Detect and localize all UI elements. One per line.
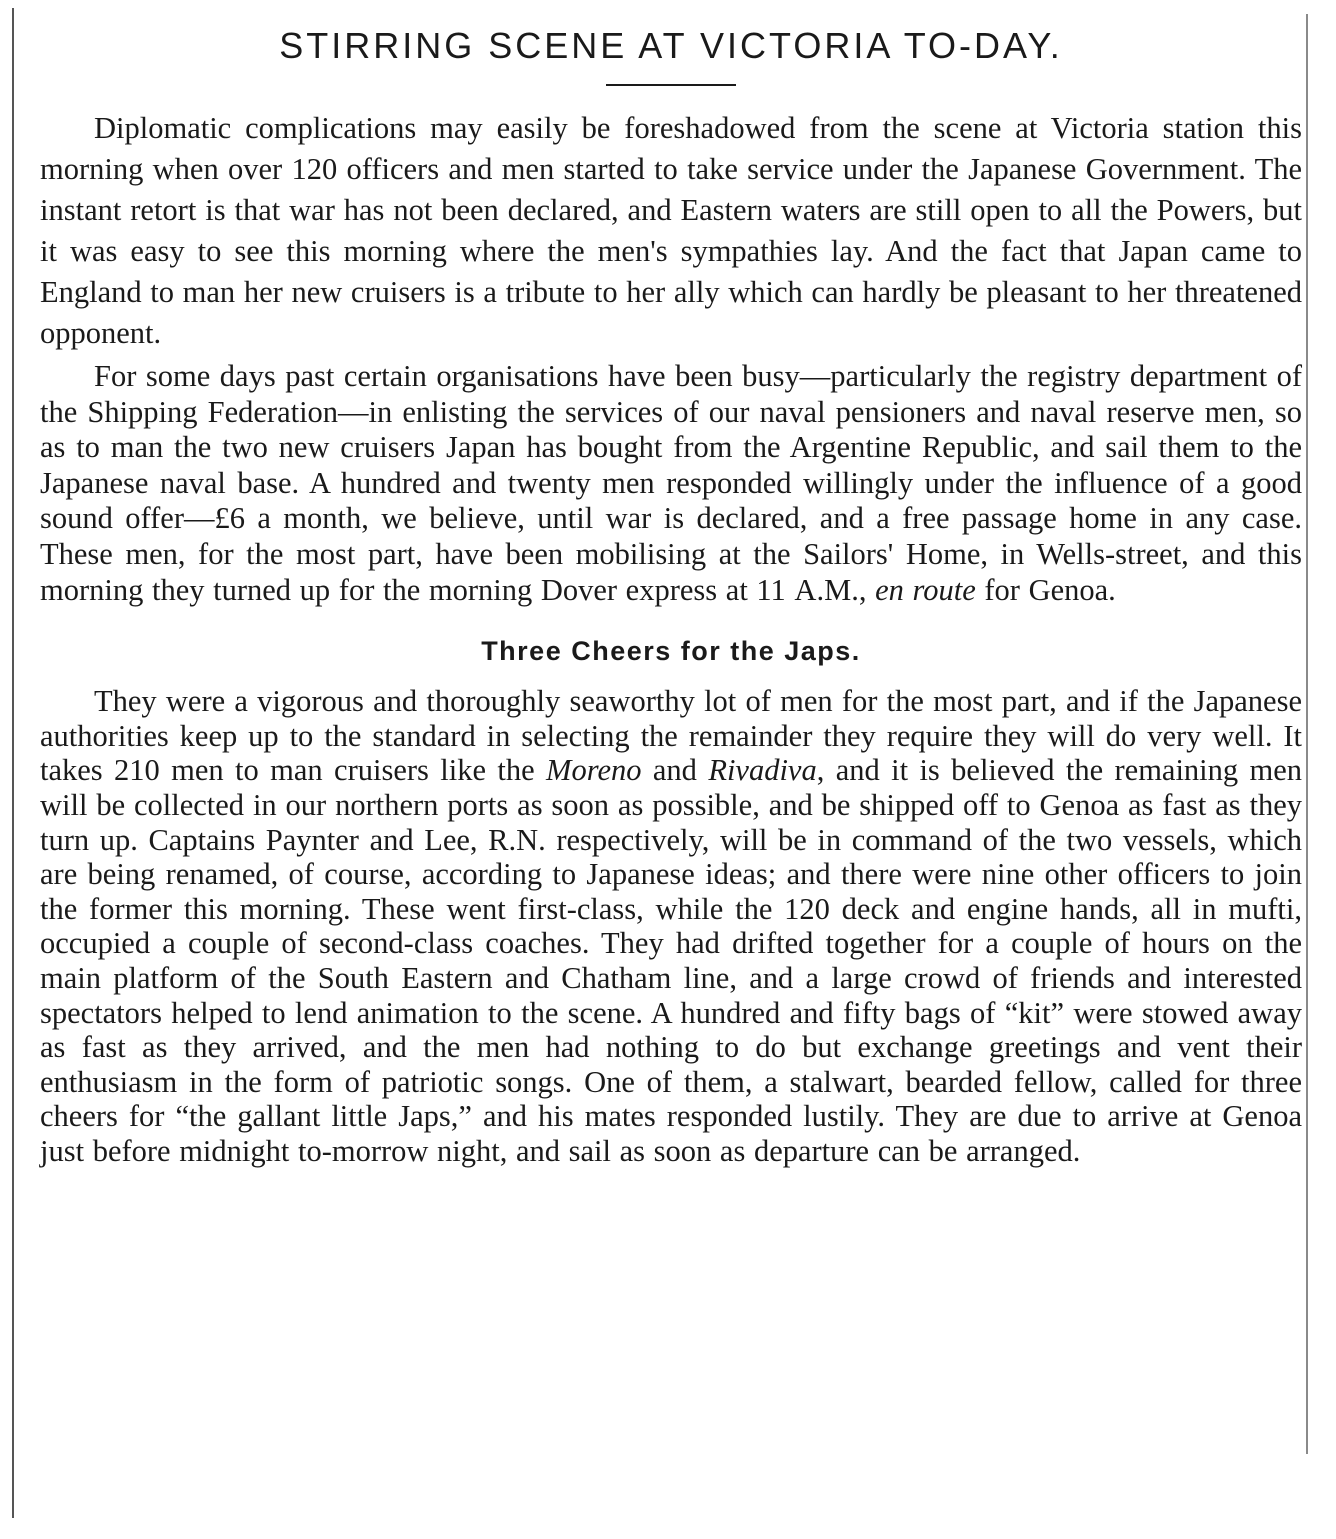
right-column-rule (1306, 14, 1308, 1454)
time-suffix: A.M. (794, 572, 859, 607)
route-phrase: en route (875, 572, 976, 607)
left-column-rule (12, 8, 14, 1518)
ship-name-rivadiva: Rivadiva (708, 753, 817, 788)
article-paragraph-3 (40, 684, 1302, 1168)
paragraph-2-text: For some days past certain organisations have been busy—particularly the registry department of the Shipping Federation—in enlisting the services of our naval pensioners and naval reserve men, so as to man the two new cruisers Japan has bought from the Argentine Republic, and sail them to the Japanese naval base. A hundred and twenty men responded willingly under the influence of a good sound offer—£6 a month, we believe, until war is declared, and a free passage home in any case. These men, for the most part, have been mobilising at the Sailors' Home, in Wells-street, and this morning they turned up for the morning Dover express at 11 (40, 359, 1302, 607)
article-paragraph-2: For some days past certain organisations have been busy—particularly the registry department of the Shipping Federation—in enlisting the services of our naval pensioners and naval reserve men, so as to man the two new cruisers Japan has bought from the Argentine Republic, and sail them to the Japanese naval base. A hundred and twenty men responded willingly under the influence of a good sound offer—£6 a month, we believe, until war is declared, and a free passage home in any case. These men, for the most part, have been mobilising at the Sailors' Home, in Wells-street, and this morning they turned up for the morning Dover express at 11 A.M., en route for Genoa. (40, 359, 1302, 607)
ship-conjunction: and (652, 753, 697, 788)
paragraph-2-end: for Genoa. (984, 572, 1116, 607)
ship-name-moreno: Moreno (546, 753, 642, 788)
article-headline: STIRRING SCENE AT VICTORIA TO-DAY. (279, 25, 1063, 66)
paragraph-3-start: They were a vigorous and thoroughly seaworthy lot of men for the most part, and if the Japanese authorities keep up to the standard in selecting the remainder they require they will do very well. It takes 210 men to man cruisers like the (40, 684, 1302, 788)
paragraph-3-rest: , and it is believed the remaining men will be collected in our northern ports as soon as possible, and be shipped off to Genoa as fast as they turn up. Captains Paynter and Lee, R.N. respectively, will be in command of the two vessels, which are being renamed, of course, according to Japanese ideas; and there were nine other officers to join the former this morning. These went first-class, while the 120 deck and engine hands, all in mufti, occupied a couple of second-class coaches. They had drifted together for a couple of hours on the main platform of the South Eastern and Chatham line, and a large crowd of friends and interested spectators helped to lend animation to the scene. A hundred and fifty bags of “kit” were stowed away as fast as they arrived, and the men had nothing to do but exchange greetings and vent their enthusiasm in the form of patriotic songs. One of them, a stalwart, bearded fellow, called for three cheers for “the gallant little Japs,” and his mates responded lustily. They are due to arrive at Genoa just before midnight to-morrow night, and sail as soon as departure can be arranged. (40, 753, 1303, 1168)
article-paragraph-1: Diplomatic complications may easily be foreshadowed from the scene at Victoria station this morning when over 120 officers and men started to take service under the Japanese Government. The instant retort is that war has not been declared, and Eastern waters are still open to all the Powers, but it was easy to see this morning where the men's sympathies lay. And the fact that Japan came to England to man her new cruisers is a tribute to her ally which can hardly be pleasant to her threatened opponent. (40, 111, 1302, 350)
article-subheading: Three Cheers for the Japs. (481, 636, 861, 667)
article-column (40, 12, 1302, 1173)
headline-divider (606, 84, 736, 86)
